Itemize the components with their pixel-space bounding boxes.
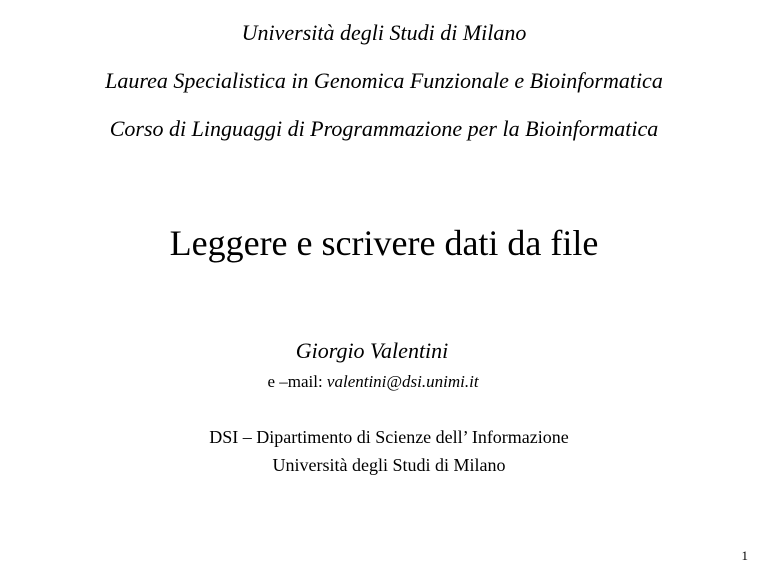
author-email-row	[0, 372, 746, 392]
degree-heading: Laurea Specialistica in Genomica Funzionale e Bioinformatica	[105, 68, 663, 93]
author-name: Giorgio Valentini	[295, 338, 449, 363]
department-university: Università degli Studi di Milano	[272, 455, 506, 475]
email-address: valentini@dsi.unimi.it	[326, 372, 479, 391]
course-heading: Corso di Linguaggi di Programmazione per la Bioinformatica	[109, 116, 659, 141]
department-name: DSI – Dipartimento di Scienze dell’ Informazione	[209, 427, 569, 447]
email-label: e –mail:	[267, 372, 327, 391]
slide-title: Leggere e scrivere dati da file	[169, 223, 599, 263]
page-number: 1	[741, 548, 748, 563]
university-heading: Università degli Studi di Milano	[241, 20, 527, 45]
